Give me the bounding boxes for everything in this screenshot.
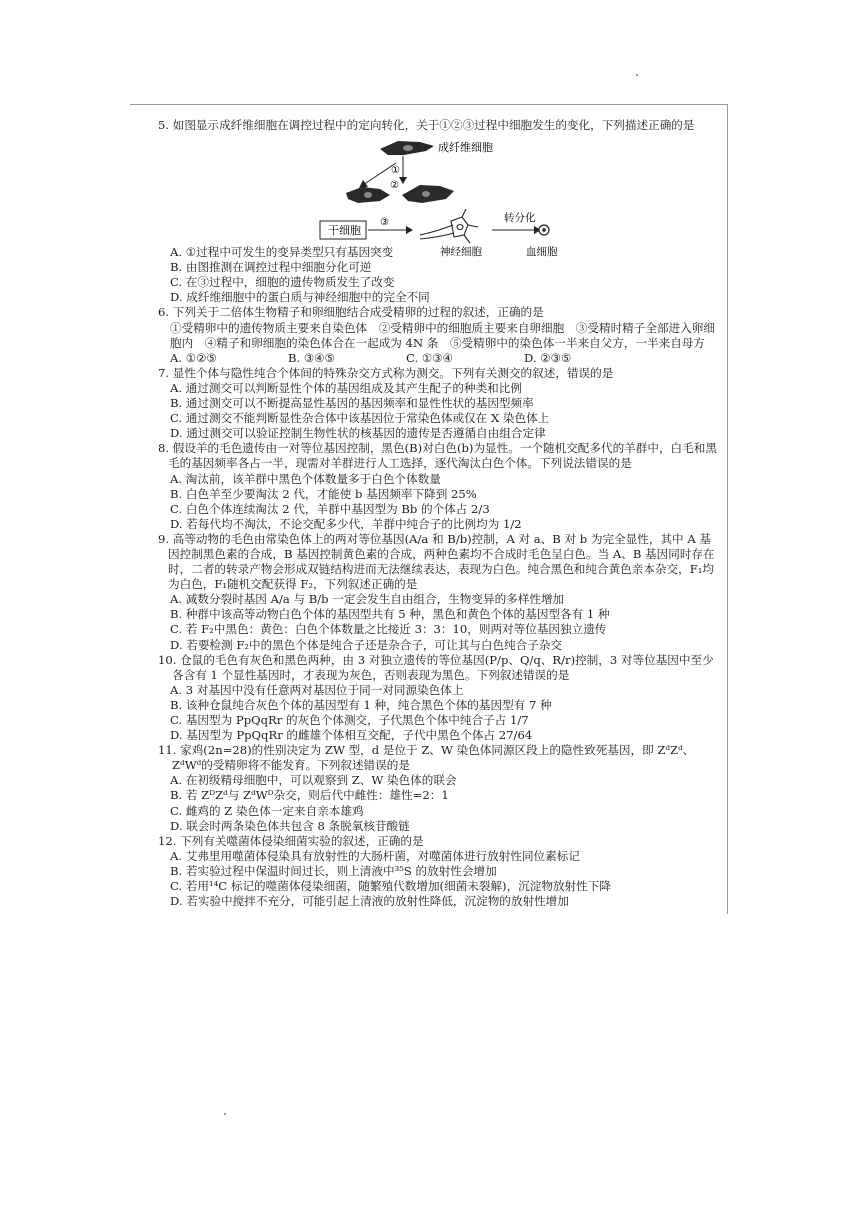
question-5 xyxy=(158,118,718,133)
label-step-3: ③ xyxy=(380,217,389,229)
question-9-option-d: D. 若要检测 F₂中的黑色个体是纯合子还是杂合子，可让其与白色纯合子杂交 xyxy=(170,637,563,652)
question-9-stem: 9. 高等动物的毛色由常染色体上的两对等位基因(A/a 和 B/b)控制，A 对 a、B 对 b 为完全显性，其中 A 基因控制黑色素的合成，B 基因控制黄色素的合成，两种色素均不合成时毛色呈白色。当 A、B 基因同时存在时，二者的转录产物会形成双链结构进而无法继续表达，表现为白色。纯合黑色和纯合黄色亲本杂交，F₁均为白色，F₁随机交配获得 F₂，下列叙述正确的是 xyxy=(158,531,715,592)
question-9 xyxy=(158,532,718,592)
question-9-option-b: B. 种群中该高等动物白色个体的基因型共有 5 种，黑色和黄色个体的基因型各有 1 种 xyxy=(170,607,610,622)
question-8-option-d: D. 若每代均不淘汰，不论交配多少代，羊群中纯合子的比例均为 1/2 xyxy=(170,516,522,531)
fibroblast-cell-left xyxy=(346,187,390,203)
fibroblast-cell-right xyxy=(402,185,454,203)
question-10-option-a: A. 3 对基因中没有任意两对基因位于同一对同源染色体上 xyxy=(170,682,464,697)
question-11-option-d: D. 联会时两条染色体共包含 8 条脱氧核苷酸链 xyxy=(170,818,410,833)
question-11-option-c: C. 雌鸡的 Z 染色体一定来自亲本雄鸡 xyxy=(170,803,364,818)
question-sheet xyxy=(158,118,718,909)
question-7-option-c: C. 通过测交不能判断显性杂合体中该基因位于常染色体或仅在 X 染色体上 xyxy=(170,411,550,426)
question-12-option-d: D. 若实验中搅拌不充分，可能引起上清液的放射性降低，沉淀物的放射性增加 xyxy=(170,894,569,909)
question-12 xyxy=(158,834,718,849)
question-6-stem: 6. 下列关于二倍体生物精子和卵细胞结合成受精卵的过程的叙述，正确的是 xyxy=(158,305,544,320)
question-10 xyxy=(158,653,718,683)
question-7-option-a: A. 通过测交可以判断显性个体的基因组成及其产生配子的种类和比例 xyxy=(170,380,522,395)
fibroblast-cell-top xyxy=(380,141,434,155)
question-10-option-c: C. 基因型为 PpQqRr 的灰色个体测交，子代黑色个体中纯合子占 1/7 xyxy=(170,713,529,727)
label-transdifferentiation: 转分化 xyxy=(504,212,536,225)
question-12-option-b: B. 若实验过程中保温时间过长，则上清液中³⁵S 的放射性会增加 xyxy=(170,863,497,878)
question-12-stem: 12. 下列有关噬菌体侵染细菌实验的叙述，正确的是 xyxy=(158,833,424,848)
question-12-option-c: C. 若用¹⁴C 标记的噬菌体侵染细菌，随繁殖代数增加(细菌未裂解)，沉淀物放射性下降 xyxy=(170,879,611,894)
question-6-option-b: B. ③④⑤ xyxy=(288,350,336,365)
question-6-option-c: C. ①③④ xyxy=(406,350,454,365)
question-10-stem: 10. 仓鼠的毛色有灰色和黑色两种，由 3 对独立遗传的等位基因(P/p、Q/q、R/r)控制，3 对等位基因中至少各含有 1 个显性基因时，才表现为灰色，否则表现为黑色。下列叙述错误的是 xyxy=(158,652,714,682)
question-5-stem: 5. 如图显示成纤维细胞在调控过程中的定向转化，关于①②③过程中细胞发生的变化，下列描述正确的是 xyxy=(158,118,695,132)
question-11 xyxy=(158,743,718,773)
label-blood-cell: 血细胞 xyxy=(526,246,558,259)
question-11-option-a: A. 在初级精母细胞中，可以观察到 Z、W 染色体的联会 xyxy=(170,773,457,788)
question-11-option-b: B. 若 ZᴰZᵈ与 ZᵈWᴰ杂交，则后代中雌性：雄性=2：1 xyxy=(170,788,449,803)
question-5-option-a: A. ①过程中可发生的变异类型只有基因突变 xyxy=(170,245,394,260)
label-step-2: ② xyxy=(390,180,399,192)
question-6-option-d: D. ②③⑤ xyxy=(524,350,572,365)
question-7-option-d: D. 通过测交可以验证控制生物性状的核基因的遗传是否遵循自由组合定律 xyxy=(170,426,546,441)
question-6-options xyxy=(170,351,718,366)
label-step-1: ① xyxy=(391,165,400,177)
question-10-option-d: D. 基因型为 PpQqRr 的雌雄个体相互交配，子代中黑色个体占 27/64 xyxy=(170,728,533,743)
question-12-option-a: A. 艾弗里用噬菌体侵染具有放射性的大肠杆菌，对噬菌体进行放射性同位素标记 xyxy=(170,848,580,863)
question-6 xyxy=(158,305,718,320)
scan-dot-top xyxy=(636,74,638,76)
question-5-option-b: B. 由图推测在调控过程中细胞分化可逆 xyxy=(170,260,372,275)
label-fibroblast: 成纤维细胞 xyxy=(438,141,493,155)
scan-dot-bottom xyxy=(224,1113,226,1115)
question-7 xyxy=(158,366,718,381)
question-7-stem: 7. 显性个体与隐性纯合个体间的特殊杂交方式称为测交。下列有关测交的叙述，错误的是 xyxy=(158,365,614,380)
question-8-option-c: C. 白色个体连续淘汰 2 代，羊群中基因型为 Bb 的个体占 2/3 xyxy=(170,501,490,516)
question-8-stem: 8. 假设羊的毛色遗传由一对等位基因控制，黑色(B)对白色(b)为显性。一个随机交配多代的羊群中，白毛和黑毛的基因频率各占一半，现需对羊群进行人工选择，逐代淘汰白色个体。下列说法错误的是 xyxy=(158,441,717,471)
question-8 xyxy=(158,441,718,471)
question-9-option-c: C. 若 F₂中黑色：黄色：白色个体数量之比接近 3：3：10，则两对等位基因独立遗传 xyxy=(170,622,607,637)
question-6-option-a: A. ①②⑤ xyxy=(170,350,217,365)
question-8-option-b: B. 白色羊至少要淘汰 2 代，才能使 b 基因频率下降到 25% xyxy=(170,486,477,501)
question-7-option-b: B. 通过测交可以不断提高显性基因的基因频率和显性性状的基因型频率 xyxy=(170,396,534,411)
question-5-option-c: C. 在③过程中，细胞的遗传物质发生了改变 xyxy=(170,275,395,290)
question-11-stem: 11. 家鸡(2n=28)的性别决定为 ZW 型，d 是位于 Z、W 染色体同源区段上的隐性致死基因，即 ZᵈZᵈ、ZᵈWᵈ的受精卵将不能发育。下列叙述错误的是 xyxy=(158,743,695,773)
question-5-option-d: D. 成纤维细胞中的蛋白质与神经细胞中的完全不同 xyxy=(170,290,430,305)
question-6-statements: ①受精卵中的遗传物质主要来自染色体 ②受精卵中的细胞质主要来自卵细胞 ③受精时精子全部进入卵细胞内 ④精子和卵细胞的染色体合在一起成为 4N 条 ⑤受精卵中的染色体一半来自父方，一半来自母方 xyxy=(170,320,715,350)
question-10-option-b: B. 该种仓鼠纯合灰色个体的基因型有 1 种，纯合黑色个体的基因型有 7 种 xyxy=(170,697,552,712)
question-8-option-a: A. 淘汰前，该羊群中黑色个体数量多于白色个体数量 xyxy=(170,471,441,486)
label-nerve-cell: 神经细胞 xyxy=(440,246,482,259)
question-9-option-a: A. 减数分裂时基因 A/a 与 B/b 一定会发生自由组合，生物变异的多样性增加 xyxy=(170,592,565,607)
label-stem-cell: 干细胞 xyxy=(328,224,361,238)
